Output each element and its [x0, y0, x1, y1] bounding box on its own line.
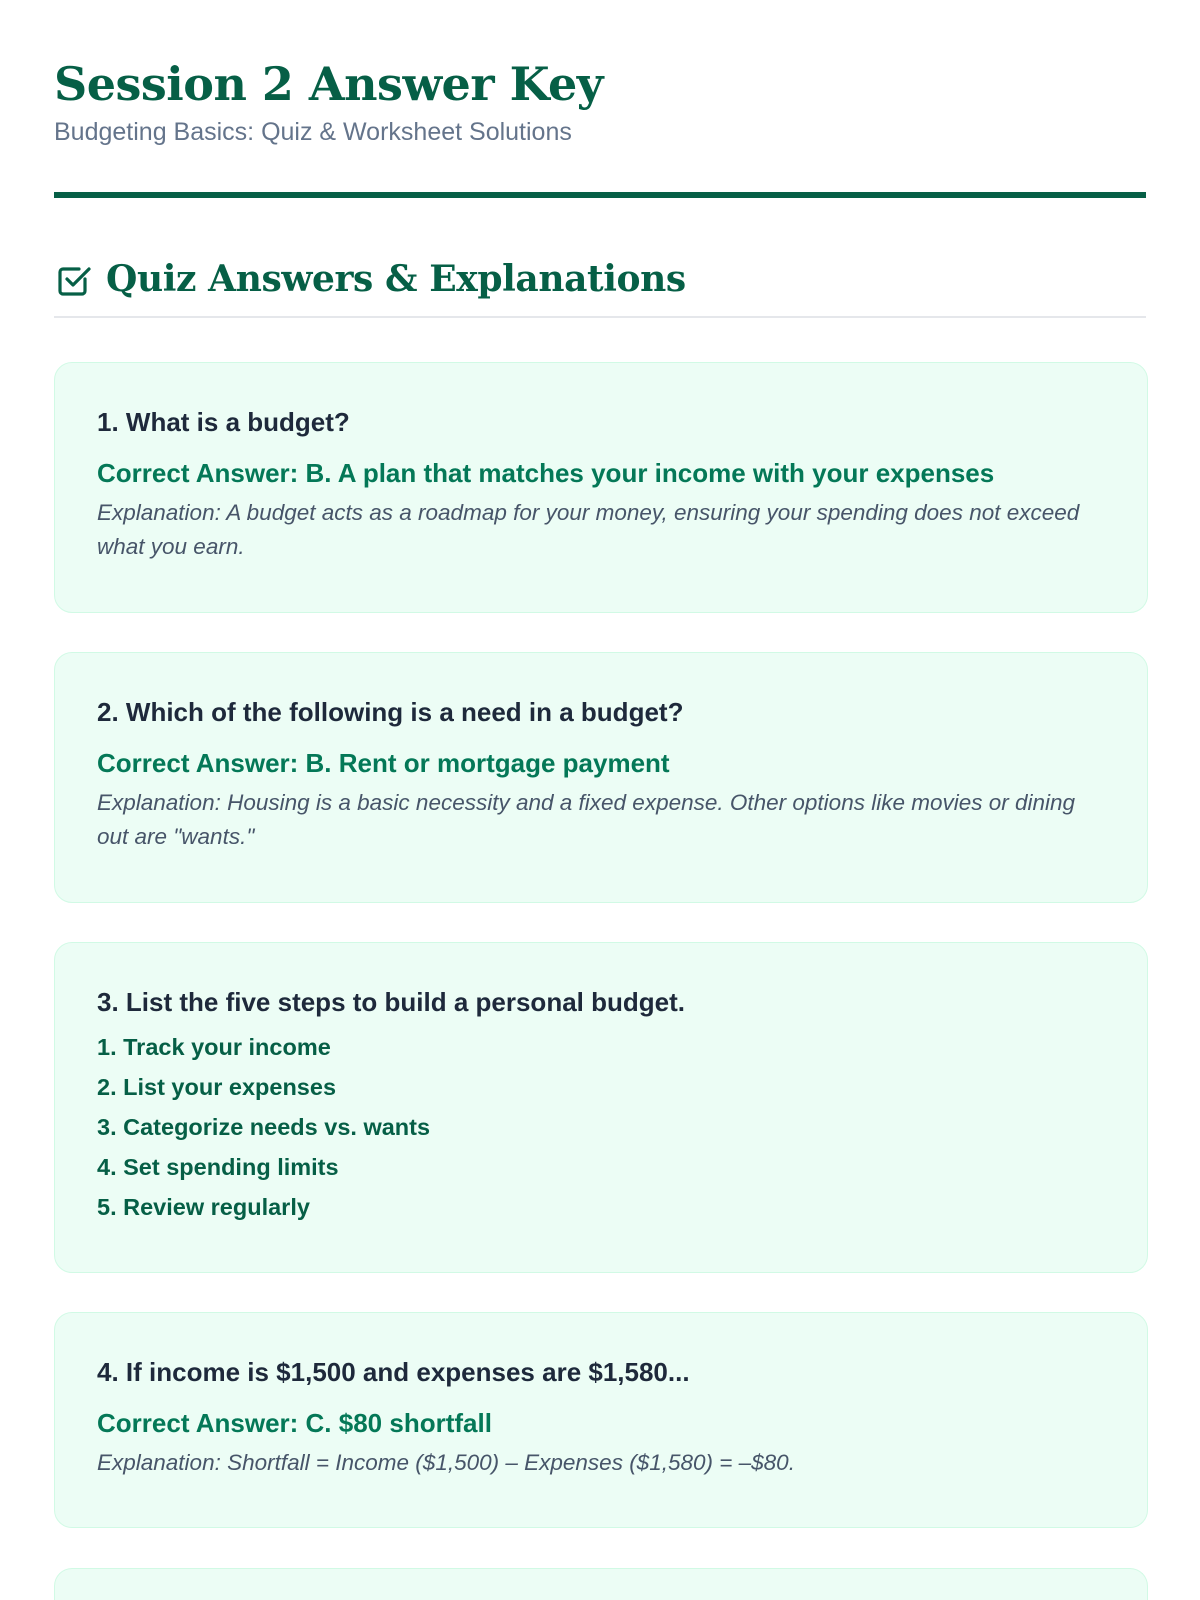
quiz-question: 4. If income is $1,500 and expenses are $1,580... [97, 1357, 690, 1387]
page-header [54, 0, 1146, 198]
answer-explanation: Explanation: Shortfall = Income ($1,500) – Expenses ($1,580) = –$80. [97, 1450, 795, 1475]
section-header [54, 256, 1146, 318]
quiz-question: 3. List the five steps to build a personal budget. [97, 987, 685, 1017]
list-item: 5. Review regularly [97, 1194, 310, 1220]
checkbox-icon [54, 260, 94, 300]
list-item: 4. Set spending limits [97, 1154, 339, 1180]
page-title: Session 2 Answer Key [54, 57, 604, 111]
page-subtitle: Budgeting Basics: Quiz & Worksheet Solutions [54, 118, 572, 146]
correct-answer: Correct Answer: B. Rent or mortgage payment [97, 748, 670, 778]
answer-explanation: Explanation: A budget acts as a roadmap for your money, ensuring your spending does not exceed what you earn. [97, 500, 1080, 559]
answer-explanation: Explanation: Housing is a basic necessity and a fixed expense. Other options like movies or dining out are "wants." [97, 790, 1076, 849]
quiz-question: 1. What is a budget? [97, 407, 350, 437]
correct-answer: Correct Answer: B. A plan that matches your income with your expenses [97, 458, 995, 488]
list-item: 3. Categorize needs vs. wants [97, 1114, 431, 1140]
quiz-question: 2. Which of the following is a need in a budget? [97, 697, 684, 727]
quiz-card-5 [54, 1568, 1148, 1600]
correct-answer: Correct Answer: C. $80 shortfall [97, 1408, 492, 1438]
quiz-card-1 [54, 362, 1148, 613]
quiz-card-2 [54, 652, 1148, 903]
quiz-card-3 [54, 942, 1148, 1273]
header-divider [54, 192, 1146, 198]
budget-steps-list [97, 1027, 1105, 1227]
section-title: Quiz Answers & Explanations [106, 258, 686, 300]
list-item: 2. List your expenses [97, 1074, 337, 1100]
list-item: 1. Track your income [97, 1034, 331, 1060]
quiz-card-4 [54, 1312, 1148, 1528]
